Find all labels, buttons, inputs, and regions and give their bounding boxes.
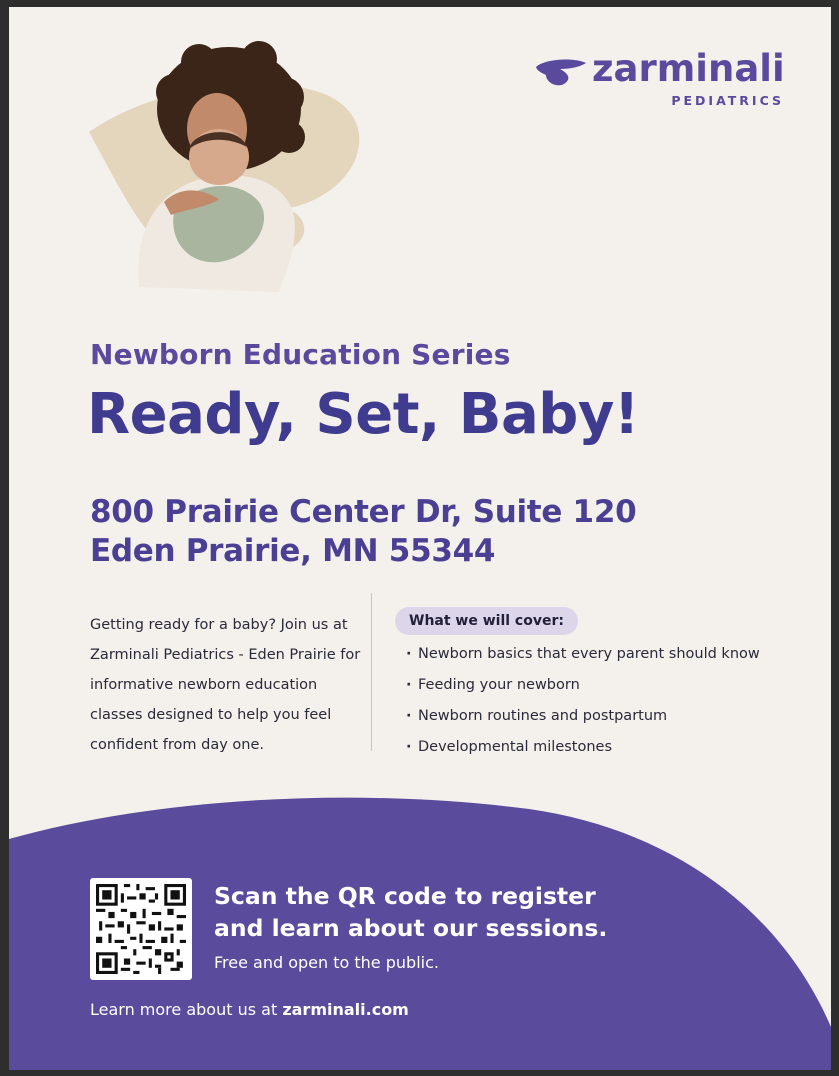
brand-subtitle: PEDIATRICS [671,93,784,108]
bullet-icon: · [406,646,412,662]
cta-note: Free and open to the public. [214,953,439,972]
learn-more-text [90,1000,409,1019]
website-link[interactable]: zarminali.com [282,1000,409,1019]
list-item [406,670,760,701]
list-item-text: Newborn basics that every parent should know [418,646,760,662]
flyer-page [9,7,831,1070]
list-item-text: Newborn routines and postpartum [418,708,668,724]
series-subtitle: Newborn Education Series [90,338,511,371]
zarminali-logo[interactable] [534,47,785,115]
list-item-text: Developmental milestones [418,739,613,755]
cta-headline: Scan the QR code to register and learn about our sessions. [214,882,608,942]
bullet-icon: · [406,677,412,693]
list-item [406,732,760,763]
list-item [406,701,760,732]
address-line-2: Eden Prairie, MN 55344 [90,533,496,569]
cover-label-badge: What we will cover: [395,607,578,635]
mother-holding-baby-photo [79,37,379,297]
page-title: Ready, Set, Baby! [87,382,639,447]
brand-name: zarminali [592,47,785,90]
qr-code-icon [96,884,186,974]
list-item [406,639,760,670]
zarminali-logo-mark-icon [534,57,588,87]
learn-more-prefix: Learn more about us at [90,1000,283,1019]
list-item-text: Feeding your newborn [418,677,580,693]
qr-code[interactable] [90,878,192,980]
bullet-icon: · [406,739,412,755]
cover-list [406,639,760,763]
intro-paragraph: Getting ready for a baby? Join us at Zarminali Pediatrics - Eden Prairie for informative newborn education classes designed to help you feel confident from day one. [90,617,361,753]
column-divider [371,593,372,751]
address-line-1: 800 Prairie Center Dr, Suite 120 [90,494,637,530]
bullet-icon: · [406,708,412,724]
